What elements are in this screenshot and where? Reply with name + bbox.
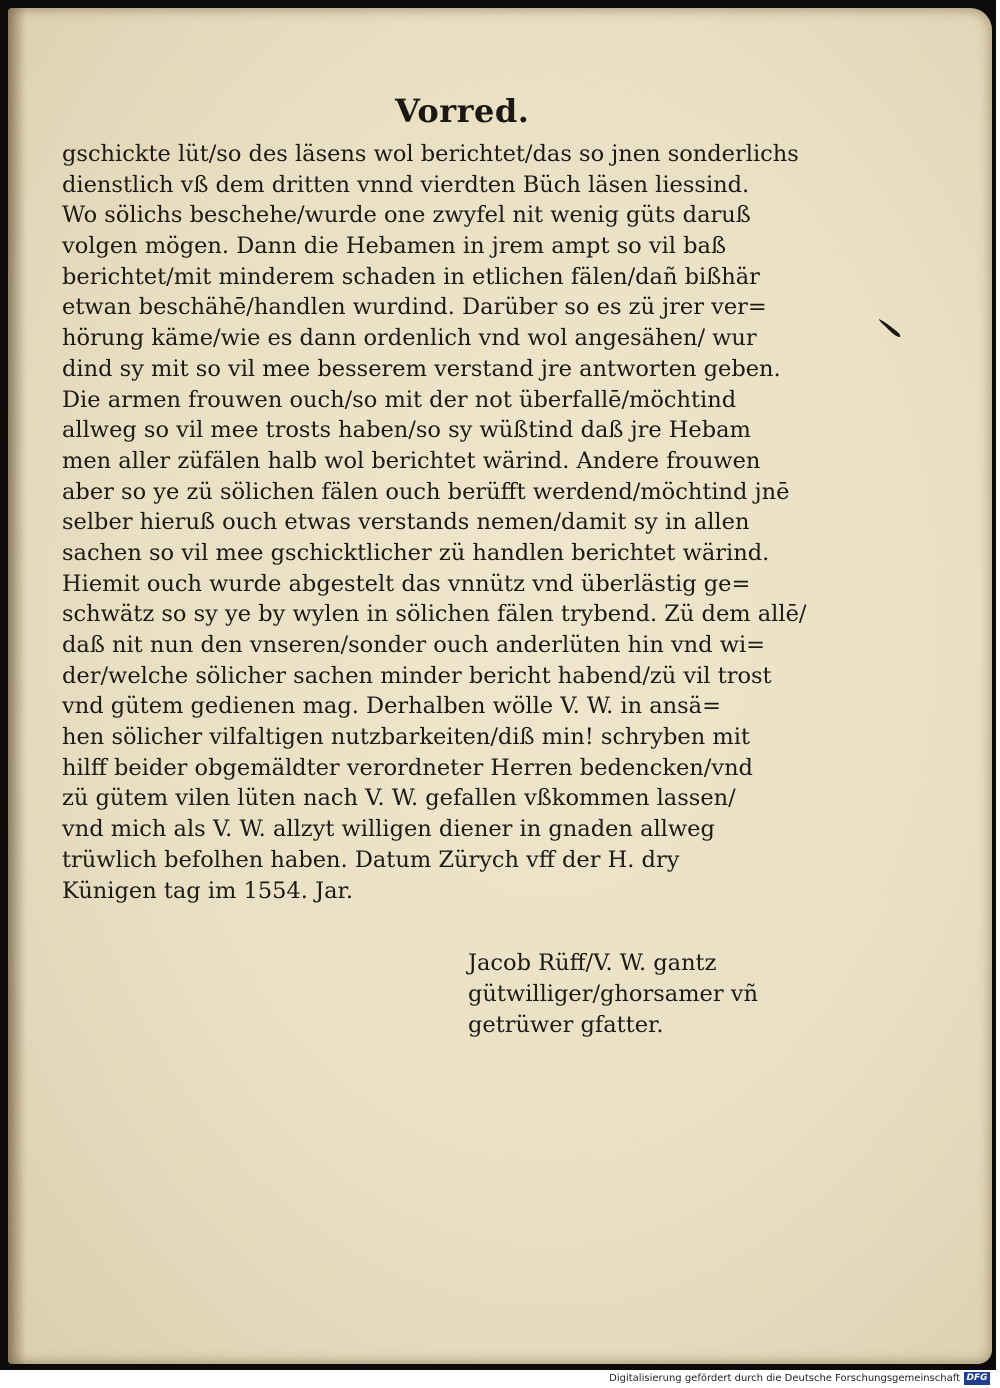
signature-line: Jacob Rüff/V. W. gantz: [468, 950, 717, 976]
text-line: dienstlich vß dem dritten vnnd vierdten Büch läsen liessind.: [62, 171, 750, 198]
text-line: men aller züfälen halb wol berichtet wärind. Andere frouwen: [62, 447, 761, 474]
text-line: sachen so vil mee gschicktlicher zü handlen berichtet wärind.: [62, 539, 770, 566]
text-line: hilff beider obgemäldter verordneter Herren bedencken/vnd: [62, 754, 753, 781]
signature-line: getrüwer gfatter.: [468, 1012, 664, 1038]
body-text: [62, 139, 832, 906]
text-line: vnd gütem gedienen mag. Derhalben wölle V. W. in ansä=: [62, 693, 721, 720]
text-line: Wo sölichs beschehe/wurde one zwyfel nit wenig güts daruß: [62, 202, 751, 229]
text-line: zü gütem vilen lüten nach V. W. gefallen vßkommen lassen/: [62, 785, 736, 812]
text-line: vnd mich als V. W. allzyt willigen diener in gnaden allweg: [62, 816, 715, 843]
text-line: hörung käme/wie es dann ordenlich vnd wol angesähen/ wur: [62, 325, 757, 352]
text-line: aber so ye zü sölichen fälen ouch berüfft werdend/möchtind jnē: [62, 478, 790, 505]
text-line: schwätz so sy ye by wylen in sölichen fälen trybend. Zü dem allē/: [62, 601, 807, 628]
text-line: etwan beschähē/handlen wurdind. Darüber so es zü jrer ver=: [62, 294, 767, 321]
text-line: allweg so vil mee trosts haben/so sy wüßtind daß jre Hebam: [62, 417, 751, 444]
text-line: gschickte lüt/so des läsens wol berichtet/das so jnen sonderlichs: [62, 141, 799, 167]
text-line: hen sölicher vilfaltigen nutzbarkeiten/diß min! schryben mit: [62, 724, 750, 751]
text-line: trüwlich befolhen haben. Datum Zürych vff der H. dry: [62, 846, 680, 873]
dfg-logo: DFG: [964, 1372, 990, 1385]
ink-blot-mark: [877, 316, 903, 338]
text-line: selber hieruß ouch etwas verstands nemen/damit sy in allen: [62, 509, 750, 536]
signature-line: gütwilliger/ghorsamer vñ: [468, 981, 758, 1007]
text-line: Die armen frouwen ouch/so mit der not überfallē/möchtind: [62, 386, 737, 413]
text-line: Künigen tag im 1554. Jar.: [62, 877, 353, 904]
text-line: daß nit nun den vnseren/sonder ouch anderlüten hin vnd wi=: [62, 632, 766, 658]
text-line: der/welche sölicher sachen minder bericht habend/zü vil trost: [62, 662, 772, 689]
text-line: volgen mögen. Dann die Hebamen in jrem ampt so vil baß: [62, 233, 726, 260]
text-line: Hiemit ouch wurde abgestelt das vnnütz vnd überlästig ge=: [62, 570, 751, 597]
gutter-shadow: [8, 8, 26, 1364]
text-line: dind sy mit so vil mee besserem verstand jre antworten geben.: [62, 355, 781, 382]
text-line: berichtet/mit minderem schaden in etlichen fälen/dañ bißhär: [62, 263, 760, 290]
digitization-credit: Digitalisierung gefördert durch die Deutsche Forschungsgemeinschaft: [609, 1373, 960, 1384]
running-header: Vorred.: [395, 92, 530, 130]
signature-block: [468, 948, 758, 1041]
